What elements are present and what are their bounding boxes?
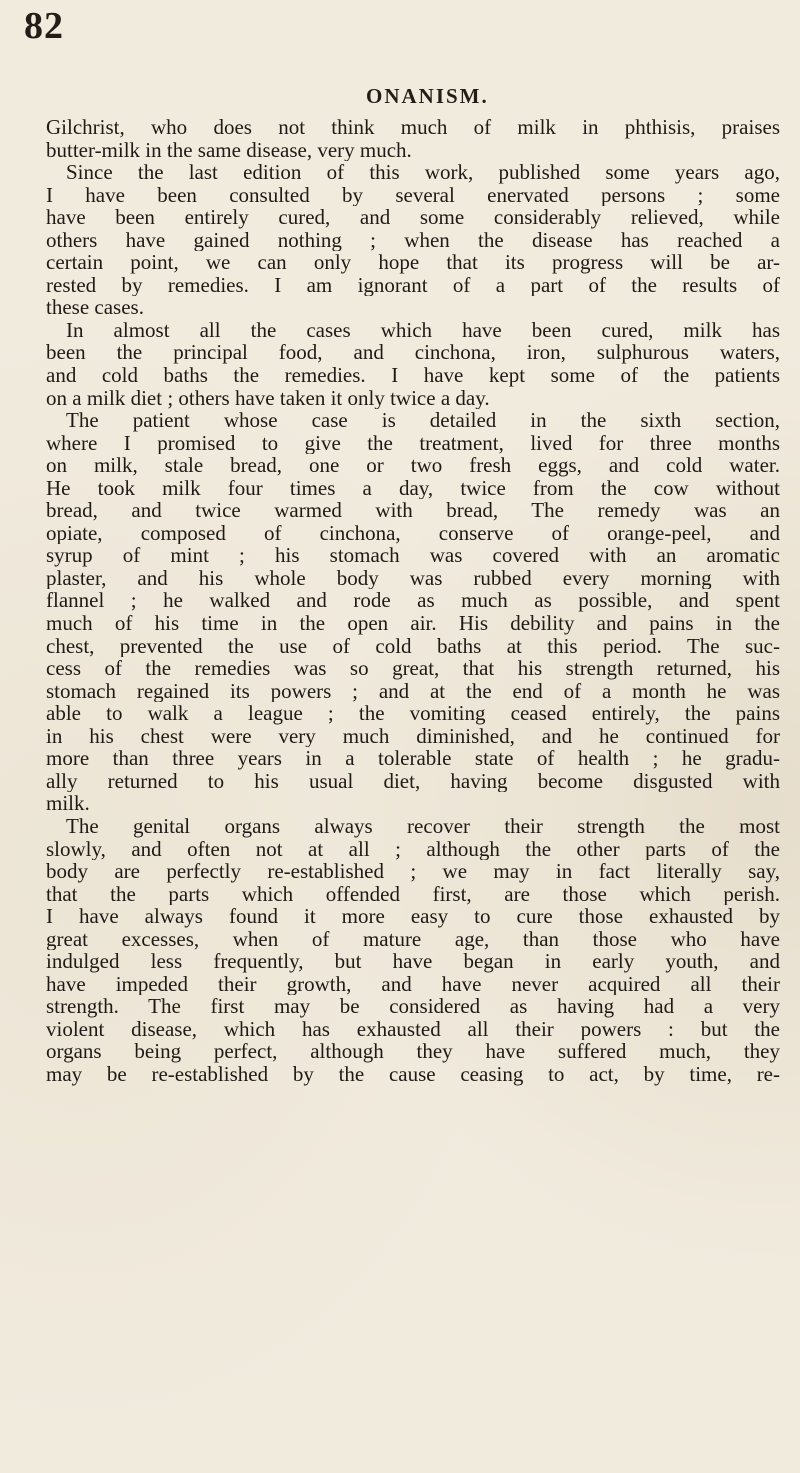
text-line: stomach regained its powers ; and at the end of a month he was	[46, 679, 780, 703]
body-text	[46, 116, 780, 1086]
text-line: violent disease, which has exhausted all their powers : but the	[46, 1017, 780, 1041]
text-line: these cases.	[46, 296, 144, 319]
text-line: on a milk diet ; others have taken it only twice a day.	[46, 386, 490, 410]
text-line: body are perfectly re-established ; we may in fact literally say,	[46, 860, 780, 883]
text-line: cess of the remedies was so great, that his strength returned, his	[46, 657, 780, 680]
text-line: milk.	[46, 792, 90, 815]
text-line: rested by remedies. I am ignorant of a part of the results of	[46, 273, 780, 297]
text-line: have impeded their growth, and have never acquired all their	[46, 972, 780, 996]
text-line: syrup of mint ; his stomach was covered with an aromatic	[46, 544, 780, 567]
text-line: butter-milk in the same disease, very much.	[46, 138, 412, 162]
text-line: ally returned to his usual diet, having become disgusted with	[46, 769, 780, 793]
text-line: The patient whose case is detailed in the sixth section,	[66, 409, 780, 432]
text-line: In almost all the cases which have been cured, milk has	[66, 318, 780, 342]
text-line: much of his time in the open air. His debility and pains in the	[46, 612, 780, 635]
text-line: been the principal food, and cinchona, iron, sulphurous waters,	[46, 341, 780, 365]
text-line: on milk, stale bread, one or two fresh eggs, and cold water.	[46, 454, 780, 477]
text-line: able to walk a league ; the vomiting ceased entirely, the pains	[46, 702, 780, 725]
text-line: chest, prevented the use of cold baths at this period. The suc-	[46, 634, 780, 658]
text-line: flannel ; he walked and rode as much as possible, and spent	[46, 589, 780, 613]
text-line: great excesses, when of mature age, than those who have	[46, 927, 780, 951]
text-line: Gilchrist, who does not think much of milk in phthisis, praises	[46, 116, 780, 139]
text-line: bread, and twice warmed with bread, The remedy was an	[46, 499, 780, 522]
text-line: slowly, and often not at all ; although the other parts of the	[46, 837, 780, 861]
text-line: strength. The first may be considered as having had a very	[46, 995, 780, 1018]
text-line: I have been consulted by several enervated persons ; some	[46, 183, 780, 207]
text-line: more than three years in a tolerable state of health ; he gradu-	[46, 747, 780, 770]
text-line: I have always found it more easy to cure those exhausted by	[46, 905, 780, 928]
text-line: opiate, composed of cinchona, conserve of orange-peel, and	[46, 521, 780, 545]
text-line: Since the last edition of this work, published some years ago,	[66, 161, 780, 184]
text-line: have been entirely cured, and some considerably relieved, while	[46, 206, 780, 229]
text-line: in his chest were very much diminished, and he continued for	[46, 724, 780, 748]
text-line: certain point, we can only hope that its progress will be ar-	[46, 251, 780, 274]
text-line: The genital organs always recover their strength the most	[66, 814, 780, 838]
text-line: and cold baths the remedies. I have kept some of the patients	[46, 364, 780, 387]
text-line: organs being perfect, although they have suffered much, they	[46, 1040, 780, 1063]
text-line: may be re-established by the cause ceasing to act, by time, re-	[46, 1062, 780, 1086]
text-line: that the parts which offended first, are those which perish.	[46, 882, 780, 906]
text-line: indulged less frequently, but have began in early youth, and	[46, 950, 780, 973]
running-head: ONANISM.	[366, 84, 489, 108]
page-number: 82	[24, 5, 64, 47]
text-line: others have gained nothing ; when the disease has reached a	[46, 228, 780, 252]
text-line: plaster, and his whole body was rubbed every morning with	[46, 566, 780, 590]
text-line: where I promised to give the treatment, lived for three months	[46, 431, 780, 455]
text-line: He took milk four times a day, twice from the cow without	[46, 476, 780, 500]
